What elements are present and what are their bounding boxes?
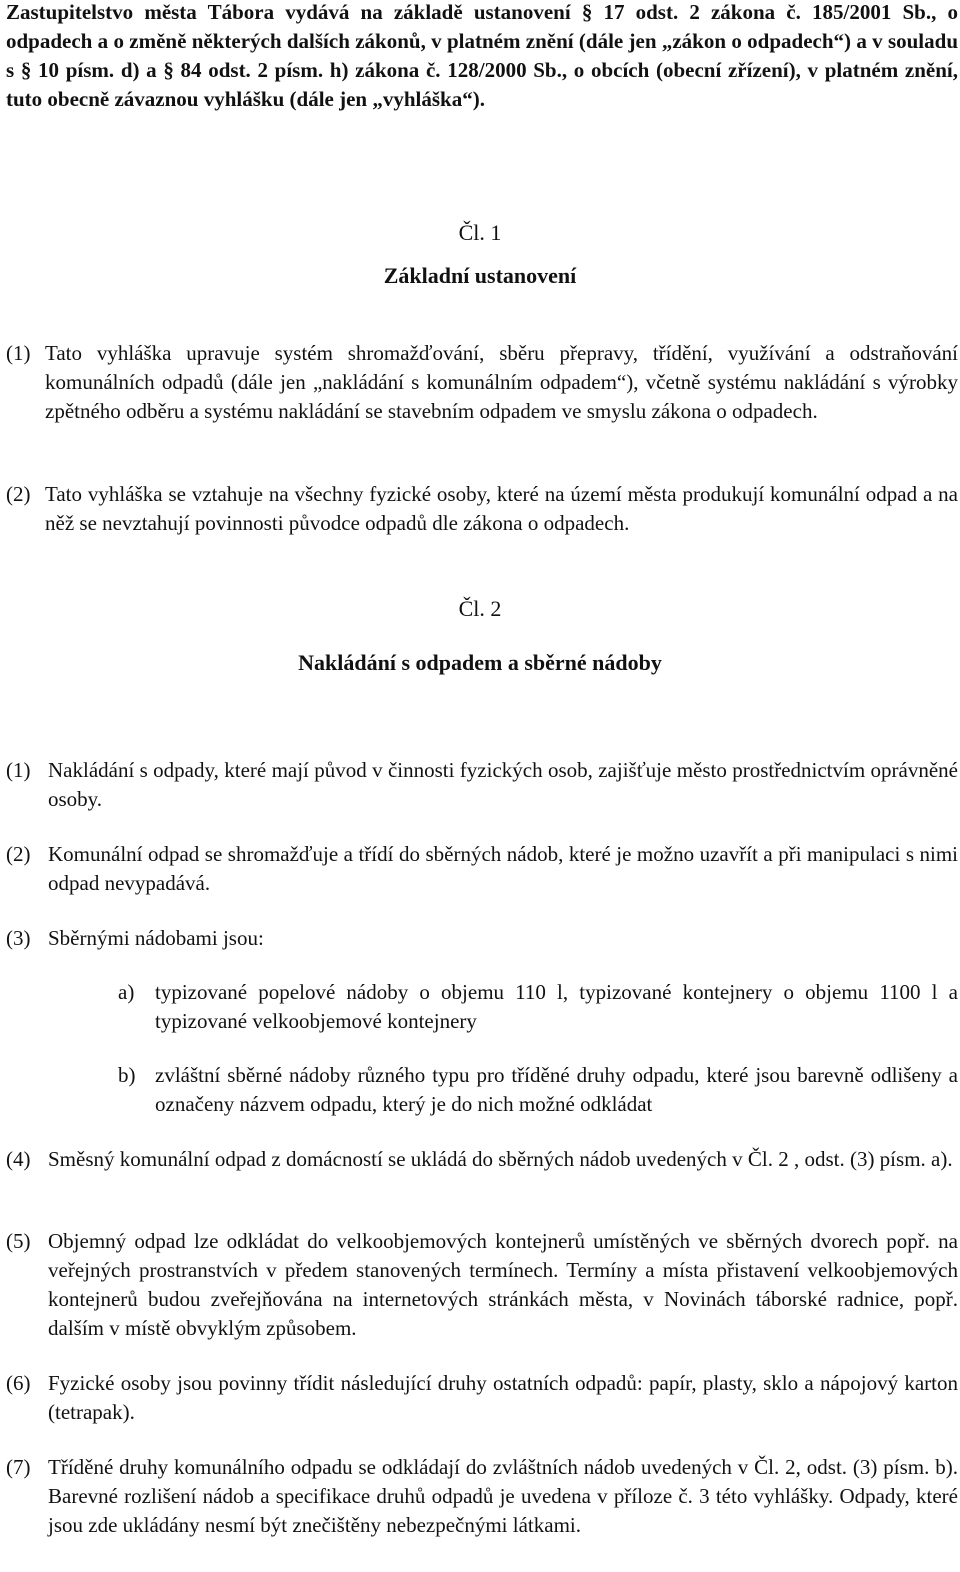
subitem-text: zvláštní sběrné nádoby různého typu pro tříděné druhy odpadu, které jsou barevně odlišeny a označeny názvem odpadu, který je do nich možné odkládat	[155, 1063, 958, 1116]
paragraph-number: (1)	[6, 758, 31, 782]
article-2-paragraph-7	[6, 1453, 958, 1540]
paragraph-number: (6)	[6, 1371, 31, 1395]
paragraph-number: (1)	[6, 341, 31, 365]
paragraph-number: (2)	[6, 482, 31, 506]
subitem-b	[118, 1061, 958, 1119]
paragraph-number: (3)	[6, 926, 31, 950]
paragraph-text: Tříděné druhy komunálního odpadu se odkládají do zvláštních nádob uvedených v Čl. 2, odst. (3) písm. b). Barevné rozlišení nádob a specifikace druhů odpadů je uvedena v příloze č. 3 této vyhlášky. Odpady, které jsou zde ukládány nesmí být znečištěny nebezpečnými látkami.	[48, 1455, 958, 1537]
article-2-paragraph-5	[6, 1227, 958, 1343]
article-2-paragraph-4	[6, 1145, 958, 1174]
subitem-a	[118, 978, 958, 1036]
subitem-letter: a)	[118, 980, 135, 1004]
paragraph-text: Objemný odpad lze odkládat do velkoobjemových kontejnerů umístěných ve sběrných dvorech popř. na veřejných prostranstvích v předem stanovených termínech. Termíny a místa přistavení velkoobjemových kontejnerů budou zveřejňována na internetových stránkách města, v Novinách táborské radnice, popř. dalším v místě obvyklým způsobem.	[48, 1229, 958, 1340]
paragraph-text: Nakládání s odpady, které mají původ v činnosti fyzických osob, zajišťuje město prostřednictvím oprávněné osoby.	[48, 758, 958, 811]
article-1-paragraph-2	[6, 480, 958, 538]
paragraph-text: Sběrnými nádobami jsou:	[48, 926, 264, 950]
article-2-title: Nakládání s odpadem a sběrné nádoby	[298, 650, 662, 675]
subitem-letter: b)	[118, 1063, 136, 1087]
paragraph-text: Tato vyhláška se vztahuje na všechny fyzické osoby, které na území města produkují komunální odpad a na něž se nevztahují povinnosti původce odpadů dle zákona o odpadech.	[45, 482, 958, 535]
article-1-title: Základní ustanovení	[383, 263, 577, 288]
article-2-paragraph-3	[6, 924, 958, 953]
paragraph-number: (5)	[6, 1229, 31, 1253]
article-1-paragraph-1	[6, 339, 958, 426]
paragraph-text: Tato vyhláška upravuje systém shromažďování, sběru přepravy, třídění, využívání a odstraňování komunálních odpadů (dále jen „nakládání s komunálním odpadem“), včetně systému nakládání s výrobky zpětného odběru a systému nakládání se stavebním odpadem ve smyslu zákona o odpadech.	[45, 341, 958, 423]
article-2-number: Čl. 2	[458, 596, 502, 621]
paragraph-text: Komunální odpad se shromažďuje a třídí do sběrných nádob, které je možno uzavřít a při manipulaci s nimi odpad nevypadává.	[48, 842, 958, 895]
article-2-paragraph-2	[6, 840, 958, 898]
paragraph-number: (4)	[6, 1147, 31, 1171]
paragraph-text: Směsný komunální odpad z domácností se ukládá do sběrných nádob uvedených v Čl. 2 , odst. (3) písm. a).	[48, 1147, 953, 1171]
subitem-text: typizované popelové nádoby o objemu 110 l, typizované kontejnery o objemu 1100 l a typizované velkoobjemové kontejnery	[155, 980, 958, 1033]
paragraph-number: (7)	[6, 1455, 31, 1479]
article-1-number: Čl. 1	[458, 220, 502, 245]
article-2-paragraph-1	[6, 756, 958, 814]
paragraph-text: Fyzické osoby jsou povinny třídit následující druhy ostatních odpadů: papír, plasty, sklo a nápojový karton (tetrapak).	[48, 1371, 958, 1424]
preamble: Zastupitelstvo města Tábora vydává na základě ustanovení § 17 odst. 2 zákona č. 185/2001 Sb., o odpadech a o změně některých dalších zákonů, v platném znění (dále jen „zákon o odpadech“) a v souladu s § 10 písm. d) a § 84 odst. 2 písm. h) zákona č. 128/2000 Sb., o obcích (obecní zřízení), v platném znění, tuto obecně závaznou vyhlášku (dále jen „vyhláška“).	[6, 0, 958, 111]
paragraph-number: (2)	[6, 842, 31, 866]
article-2-paragraph-6	[6, 1369, 958, 1427]
